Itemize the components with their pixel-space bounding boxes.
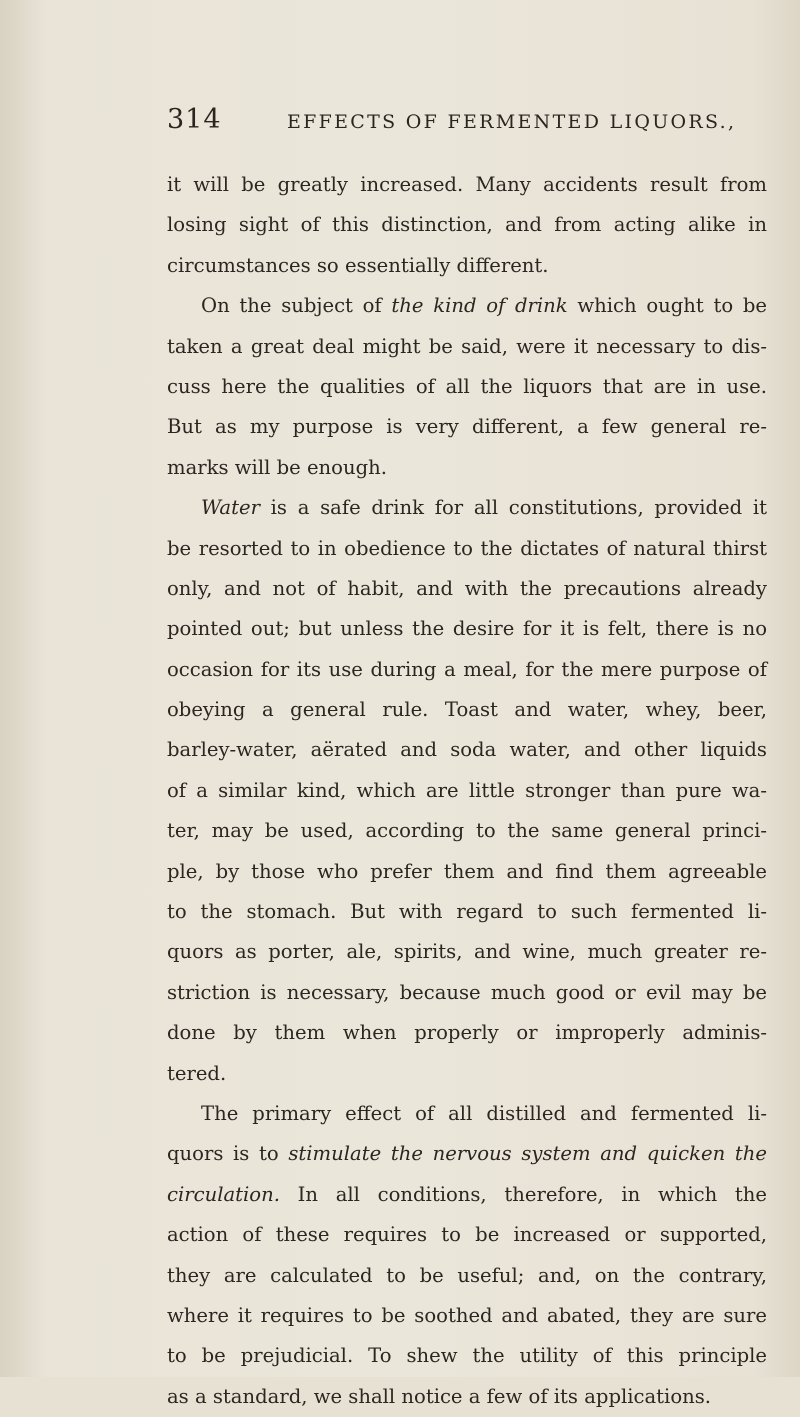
text-line: tered. — [167, 1061, 227, 1085]
text-line: action of these requires to be increased or supported, — [167, 1223, 767, 1247]
running-title: EFFECTS OF FERMENTED LIQUORS., — [287, 111, 737, 133]
text-line: to the stomach. But with regard to such fermented li- — [167, 900, 767, 924]
running-head — [167, 104, 787, 144]
text-line: to be prejudicial. To shew the utility of this principle — [167, 1344, 767, 1368]
text-line: striction is necessary, because much good or evil may be — [167, 980, 767, 1004]
paragraph-start: On the subject of the kind of drink which ought to be — [201, 294, 768, 318]
text-line: quors as porter, ale, spirits, and wine, much greater re- — [167, 940, 767, 964]
text-line: as a standard, we shall notice a few of its applications. — [167, 1384, 712, 1408]
text-line: be resorted to in obedience to the dictates of natural thirst — [167, 536, 767, 560]
body-text — [167, 165, 767, 1417]
page-number: 314 — [167, 104, 222, 135]
text-line: obeying a general rule. Toast and water, whey, beer, — [167, 698, 767, 722]
text-line: marks will be enough. — [167, 455, 387, 479]
text-line: occasion for its use during a meal, for the mere purpose of — [167, 657, 767, 681]
text-line: cuss here the qualities of all the liquors that are in use. — [167, 374, 767, 398]
text-line: ple, by those who prefer them and find them agreeable — [167, 859, 767, 883]
text-line: it will be greatly increased. Many accidents result from — [167, 173, 767, 196]
text-line: of a similar kind, which are little stronger than pure wa- — [167, 778, 767, 802]
paragraph-start: Water is a safe drink for all constitutions, provided it — [201, 496, 767, 520]
text-line: they are calculated to be useful; and, on the contrary, — [167, 1263, 767, 1287]
text-line: only, and not of habit, and with the precautions already — [167, 576, 767, 600]
text-line: taken a great deal might be said, were it necessary to dis- — [167, 334, 767, 358]
paragraph-start: The primary effect of all distilled and fermented li- — [201, 1101, 767, 1125]
text-line: where it requires to be soothed and abated, they are sure — [167, 1303, 767, 1327]
text-line: losing sight of this distinction, and from acting alike in — [167, 213, 767, 237]
text-line: ter, may be used, according to the same general princi- — [167, 819, 767, 843]
text-line: done by them when properly or improperly adminis- — [167, 1021, 767, 1045]
text-line: circulation. In all conditions, therefore, in which the — [167, 1182, 767, 1206]
text-line: pointed out; but unless the desire for it is felt, there is no — [167, 617, 767, 641]
text-line: barley-water, aërated and soda water, and other liquids — [167, 738, 767, 762]
text-line: But as my purpose is very different, a few general re- — [167, 415, 767, 439]
text-line: quors is to stimulate the nervous system and quicken the — [167, 1142, 767, 1166]
text-line: circumstances so essentially different. — [167, 253, 549, 277]
